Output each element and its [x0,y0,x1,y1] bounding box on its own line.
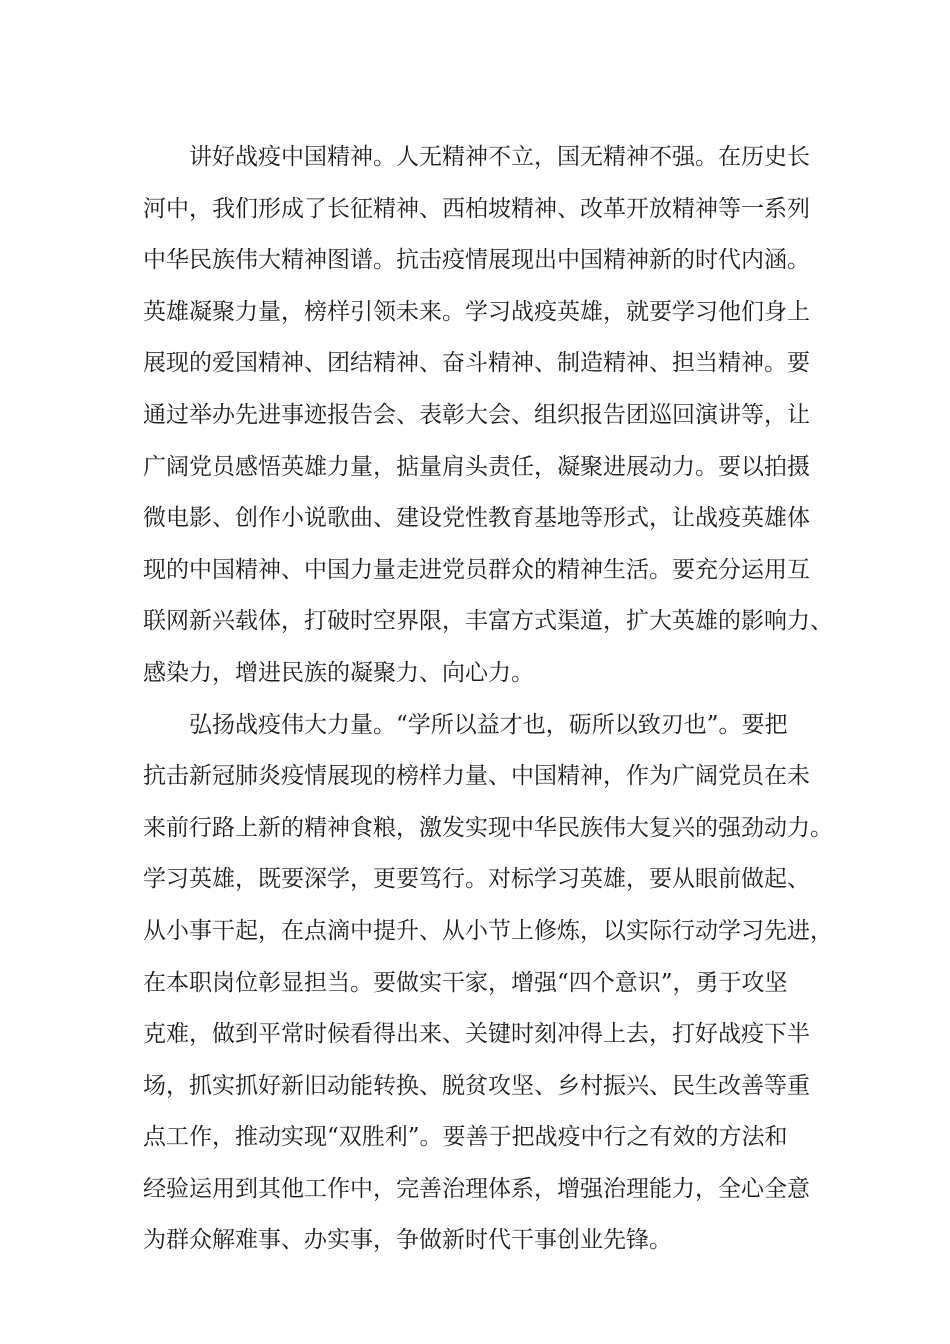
paragraph-line: 广阔党员感悟英雄力量，掂量肩头责任，凝聚进展动力。要以拍摄 [143,453,810,480]
paragraph-line: 展现的爱国精神、团结精神、奋斗精神、制造精神、担当精神。要 [143,350,810,377]
paragraph-line: 为群众解难事、办实事，争做新时代干事创业先锋。 [143,1227,672,1254]
paragraph-line: 从小事干起，在点滴中提升、从小节上修炼，以实际行动学习先进， [143,917,833,944]
paragraph-line: 场，抓实抓好新旧动能转换、脱贫攻坚、乡村振兴、民生改善等重 [143,1072,810,1099]
paragraph-line: 弘扬战疫伟大力量。“学所以益才也，砺所以致刃也”。要把 [189,711,788,738]
paragraph-line: 联网新兴载体，打破时空界限，丰富方式渠道，扩大英雄的影响力、 [143,608,833,635]
paragraph-line: 通过举办先进事迹报告会、表彰大会、组织报告团巡回演讲等，让 [143,401,810,428]
paragraph-2 [143,700,833,1268]
paragraph-line: 学习英雄，既要深学，更要笃行。对标学习英雄，要从眼前做起、 [143,866,810,893]
paragraph-line: 点工作，推动实现“双胜利”。要善于把战疫中行之有效的方法和 [143,1124,788,1151]
paragraph-line: 讲好战疫中国精神。人无精神不立，国无精神不强。在历史长 [189,144,810,170]
body-text [143,132,833,1267]
paragraph-line: 英雄凝聚力量，榜样引领未来。学习战疫英雄，就要学习他们身上 [143,298,810,325]
paragraph-line: 微电影、创作小说歌曲、建设党性教育基地等形式，让战疫英雄体 [143,505,810,532]
paragraph-line: 现的中国精神、中国力量走进党员群众的精神生活。要充分运用互 [143,556,810,583]
paragraph-line: 抗击新冠肺炎疫情展现的榜样力量、中国精神，作为广阔党员在未 [143,763,810,790]
paragraph-line: 经验运用到其他工作中，完善治理体系，增强治理能力，全心全意 [143,1175,810,1202]
paragraph-line: 克难，做到平常时候看得出来、关键时刻冲得上去，打好战疫下半 [143,1021,810,1048]
paragraph-1 [143,132,833,700]
paragraph-line: 在本职岗位彰显担当。要做实干家，增强“四个意识”，勇于攻坚 [143,969,788,996]
paragraph-line: 中华民族伟大精神图谱。抗击疫情展现出中国精神新的时代内涵。 [143,247,810,274]
paragraph-line: 来前行路上新的精神食粮，激发实现中华民族伟大复兴的强劲动力。 [143,814,833,841]
paragraph-line: 感染力，增进民族的凝聚力、向心力。 [143,659,534,686]
paragraph-line: 河中，我们形成了长征精神、西柏坡精神、改革开放精神等一系列 [143,195,810,222]
